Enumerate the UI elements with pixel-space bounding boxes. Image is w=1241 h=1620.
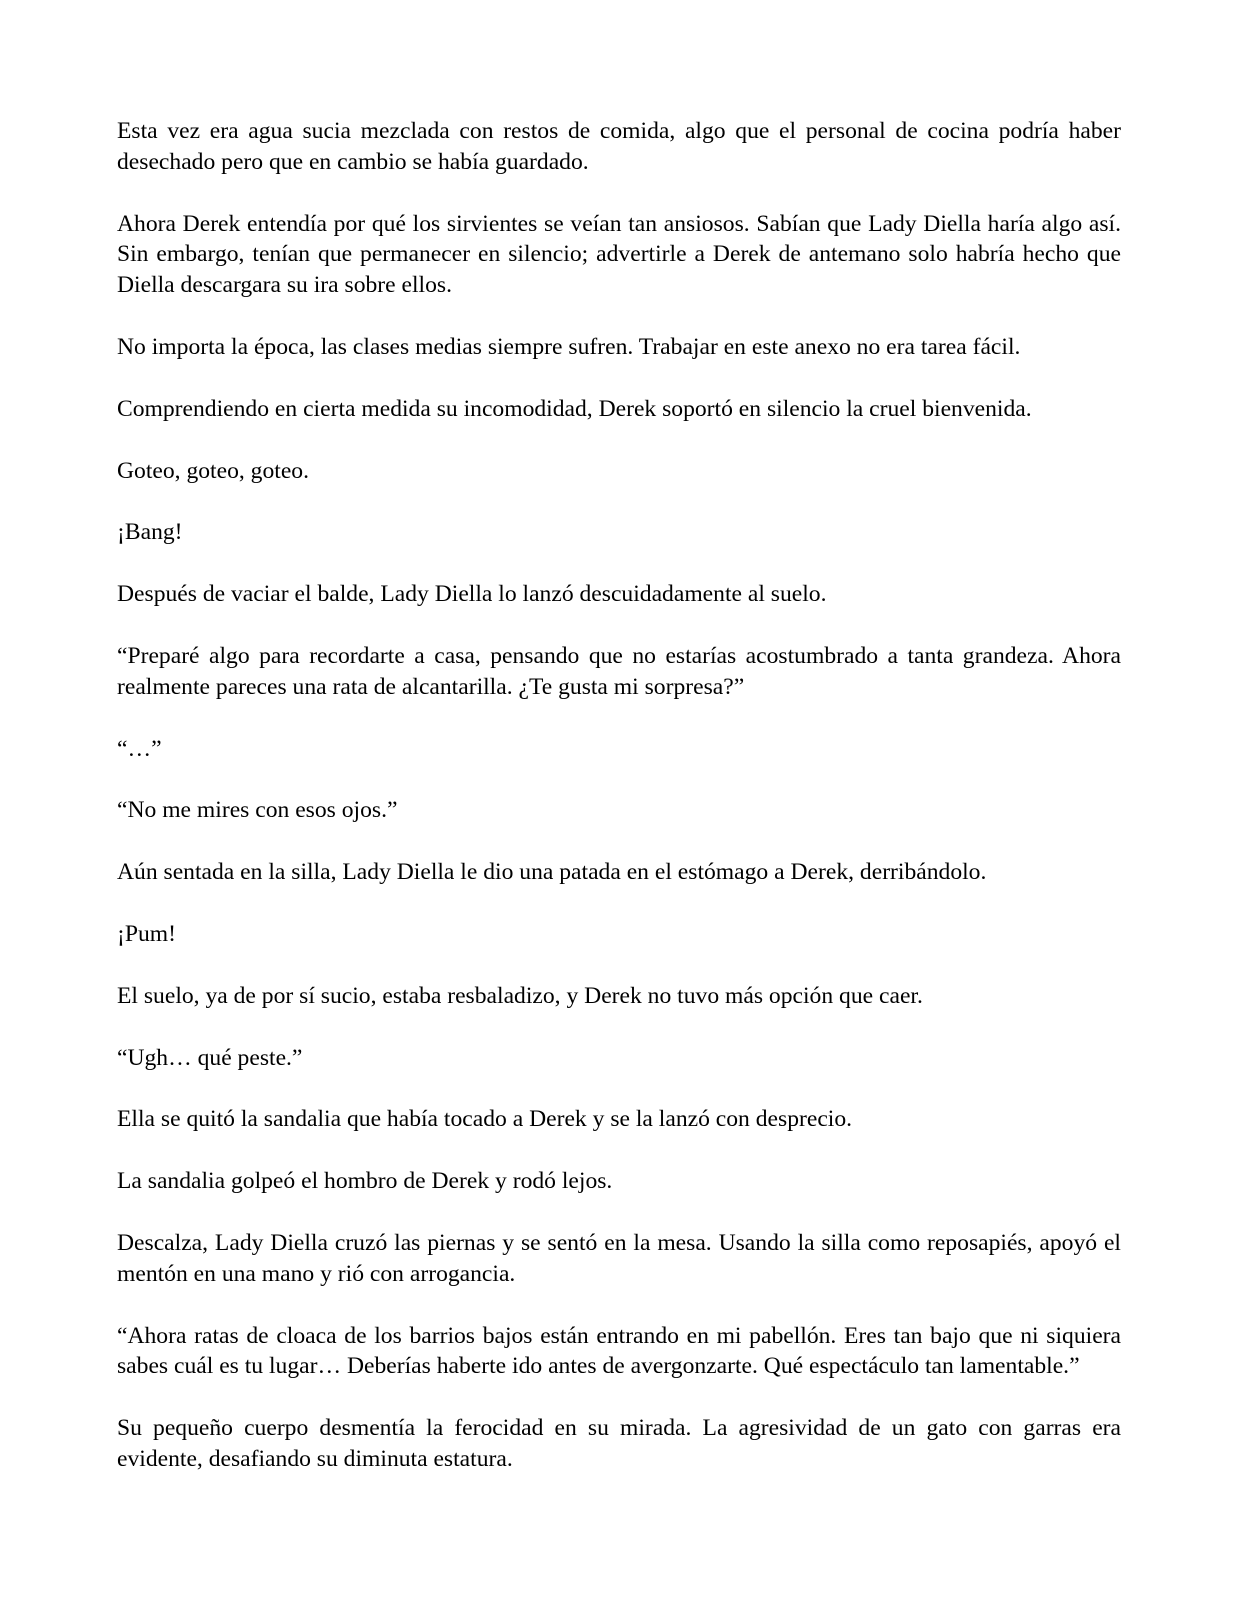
paragraph: “Preparé algo para recordarte a casa, pensando que no estarías acostumbrado a tanta grandeza. Ahora realmente pareces una rata de alcantarilla. ¿Te gusta mi sorpresa?” bbox=[117, 642, 1121, 700]
paragraph: “No me mires con esos ojos.” bbox=[117, 797, 398, 824]
paragraph: No importa la época, las clases medias siempre sufren. Trabajar en este anexo no era tarea fácil. bbox=[117, 333, 1021, 360]
paragraph: ¡Bang! bbox=[117, 519, 183, 546]
paragraph: Comprendiendo en cierta medida su incomodidad, Derek soportó en silencio la cruel bienvenida. bbox=[117, 395, 1032, 422]
paragraph: “…” bbox=[117, 735, 162, 762]
paragraph: “Ugh… qué peste.” bbox=[117, 1044, 303, 1071]
paragraph: Descalza, Lady Diella cruzó las piernas y se sentó en la mesa. Usando la silla como reposapiés, apoyó el mentón en una mano y rió con arrogancia. bbox=[117, 1229, 1121, 1287]
paragraph: Aún sentada en la silla, Lady Diella le dio una patada en el estómago a Derek, derribándolo. bbox=[117, 859, 987, 886]
paragraph: Goteo, goteo, goteo. bbox=[117, 457, 309, 484]
document-body bbox=[117, 116, 1121, 1506]
paragraph: “Ahora ratas de cloaca de los barrios bajos están entrando en mi pabellón. Eres tan bajo que ni siquiera sabes cuál es tu lugar… Deberías haberte ido antes de avergonzarte. Qué espectáculo tan lamentable.” bbox=[117, 1322, 1121, 1380]
paragraph: Esta vez era agua sucia mezclada con restos de comida, algo que el personal de cocina podría haber desechado pero que en cambio se había guardado. bbox=[117, 118, 1121, 175]
paragraph: El suelo, ya de por sí sucio, estaba resbaladizo, y Derek no tuvo más opción que caer. bbox=[117, 982, 923, 1009]
paragraph: La sandalia golpeó el hombro de Derek y rodó lejos. bbox=[117, 1168, 613, 1195]
paragraph: Su pequeño cuerpo desmentía la ferocidad en su mirada. La agresividad de un gato con garras era evidente, desafiando su diminuta estatura. bbox=[117, 1415, 1121, 1472]
paragraph: ¡Pum! bbox=[117, 920, 176, 947]
paragraph: Después de vaciar el balde, Lady Diella lo lanzó descuidadamente al suelo. bbox=[117, 581, 827, 608]
paragraph: Ella se quitó la sandalia que había tocado a Derek y se la lanzó con desprecio. bbox=[117, 1106, 853, 1133]
paragraph: Ahora Derek entendía por qué los sirvientes se veían tan ansiosos. Sabían que Lady Diella haría algo así. Sin embargo, tenían que permanecer en silencio; advertirle a Derek de antemano solo habría hecho que Diella descargara su ira sobre ellos. bbox=[117, 210, 1121, 299]
